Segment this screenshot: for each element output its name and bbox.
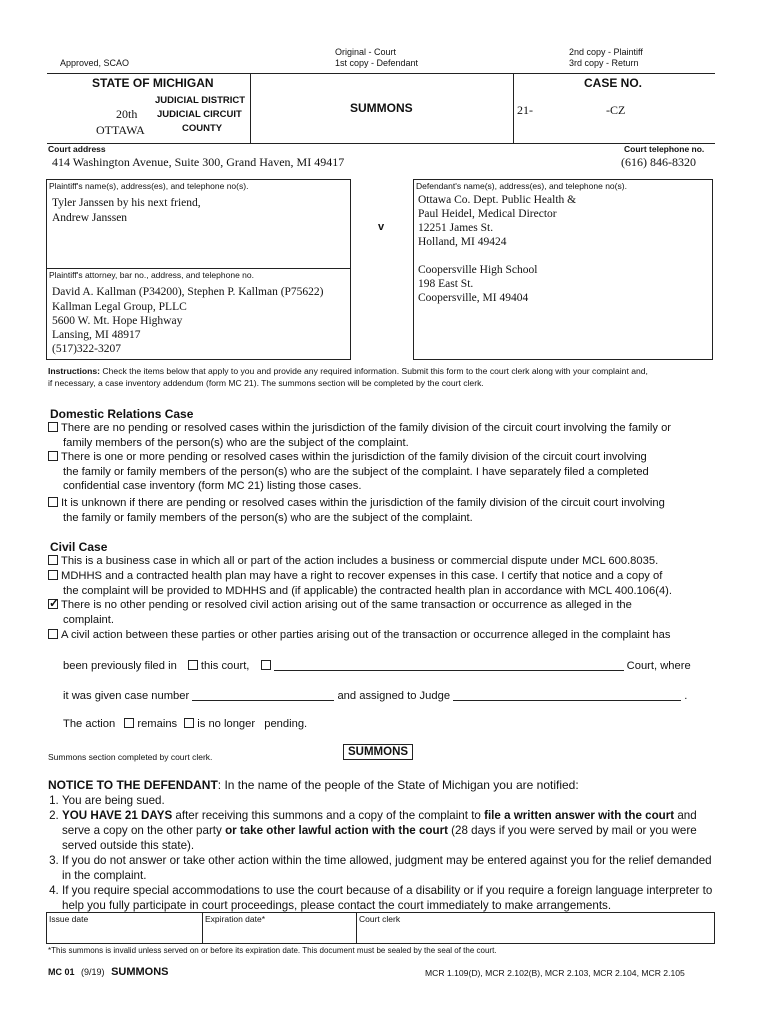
other-court-field[interactable] bbox=[274, 659, 624, 671]
state-name: STATE OF MICHIGAN bbox=[92, 76, 214, 90]
civil-heading: Civil Case bbox=[50, 540, 108, 554]
notice-intro-text: : In the name of the people of the State of Michigan you are notified: bbox=[217, 778, 579, 792]
attorney-line-4: Lansing, MI 48917 bbox=[52, 329, 141, 341]
case-number-label: it was given case number bbox=[63, 690, 190, 702]
copy-return: 3rd copy - Return bbox=[569, 58, 639, 68]
domestic-opt2-text-c: confidential case inventory (form MC 21) listing those cases. bbox=[63, 480, 362, 492]
county-label: COUNTY bbox=[182, 123, 223, 134]
domestic-option-1[interactable] bbox=[48, 421, 728, 450]
summons-section-note: Summons section completed by court clerk. bbox=[48, 752, 213, 762]
civil-opt2-text-b: the complaint will be provided to MDHHS and (if applicable) the contracted health plan in accordance with MCL 400.106(4). bbox=[63, 584, 673, 597]
copy-defendant: 1st copy - Defendant bbox=[335, 58, 419, 68]
header-divider-right bbox=[513, 73, 514, 143]
court-clerk-label[interactable]: Court clerk bbox=[359, 914, 401, 924]
civil-option-4[interactable] bbox=[48, 628, 738, 643]
defendant-line-4: Holland, MI 49424 bbox=[418, 236, 507, 248]
notice-heading: NOTICE TO THE DEFENDANT bbox=[48, 778, 218, 792]
approved-label: Approved, SCAO bbox=[60, 58, 130, 68]
expiration-note: *This summons is invalid unless served on or before its expiration date. This document must be sealed by the seal of the court. bbox=[48, 946, 497, 955]
notice-item-3: 3. If you do not answer or take other action within the time allowed, judgment may be entered against you for the relief demanded in the complaint. bbox=[62, 853, 720, 883]
filed-in-row bbox=[63, 659, 723, 672]
defendant-line-6: 198 East St. bbox=[418, 278, 474, 290]
plaintiff-line-1: Tyler Janssen by his next friend, bbox=[52, 197, 201, 209]
civil-opt3-text-b: complaint. bbox=[63, 613, 114, 626]
domestic-checkbox-1[interactable] bbox=[48, 422, 58, 432]
instructions bbox=[48, 365, 728, 389]
civil-option-2[interactable] bbox=[48, 569, 728, 598]
attorney-line-5: (517)322-3207 bbox=[52, 343, 121, 355]
signature-divider-1 bbox=[202, 912, 203, 944]
attorney-label: Plaintiff's attorney, bar no., address, and telephone no. bbox=[49, 270, 254, 280]
plaintiff-label: Plaintiff's name(s), address(es), and telephone no(s). bbox=[49, 181, 249, 191]
judicial-district-label: JUDICIAL DISTRICT bbox=[155, 95, 246, 106]
case-number-row bbox=[63, 689, 723, 702]
defendant-line-3: 12251 James St. bbox=[418, 222, 494, 234]
defendant-label: Defendant's name(s), address(es), and telephone no(s). bbox=[416, 181, 627, 191]
remains-checkbox[interactable] bbox=[124, 718, 134, 728]
this-court-label: this court, bbox=[200, 660, 250, 672]
copy-plaintiff: 2nd copy - Plaintiff bbox=[569, 47, 643, 57]
notice-item-1: 1. You are being sued. bbox=[62, 793, 720, 808]
filed-in-label: been previously filed in bbox=[63, 660, 177, 672]
attorney-line-1: David A. Kallman (P34200), Stephen P. Kallman (P75622) bbox=[52, 286, 324, 298]
civil-opt2-text-a: MDHHS and a contracted health plan may have a right to recover expenses in this case. I certify that notice and a copy of bbox=[61, 570, 663, 582]
court-address-label: Court address bbox=[48, 144, 106, 154]
assigned-judge-field[interactable] bbox=[453, 689, 681, 701]
versus-label: v bbox=[378, 221, 385, 233]
defendant-line-5: Coopersville High School bbox=[418, 264, 538, 276]
notice-list bbox=[48, 793, 720, 913]
domestic-option-3[interactable] bbox=[48, 496, 728, 525]
civil-opt3-text-a: There is no other pending or resolved civil action arising out of the same transaction or occurrence as alleged in the bbox=[61, 599, 632, 611]
civil-checkbox-1[interactable] bbox=[48, 555, 58, 565]
domestic-opt2-text-a: There is one or more pending or resolved cases within the jurisdiction of the family division of the circuit court involving bbox=[61, 451, 647, 463]
domestic-opt3-text-a: It is unknown if there are pending or resolved cases within the jurisdiction of the family division of the circuit court involving bbox=[61, 497, 665, 509]
remains-label: remains bbox=[137, 718, 178, 730]
civil-checkbox-3[interactable] bbox=[48, 599, 58, 609]
civil-opt4-text: A civil action between these parties or other parties arising out of the transaction or occurrence alleged in the complaint has bbox=[61, 629, 671, 641]
case-prefix: 21- bbox=[517, 103, 533, 117]
no-longer-label: is no longer bbox=[197, 718, 256, 730]
court-where-label: Court, where bbox=[626, 660, 691, 672]
copy-original: Original - Court bbox=[335, 47, 397, 57]
summons-section-title: SUMMONS bbox=[343, 744, 413, 760]
form-id-row bbox=[48, 966, 169, 978]
civil-checkbox-4[interactable] bbox=[48, 629, 58, 639]
attorney-line-3: 5600 W. Mt. Hope Highway bbox=[52, 315, 183, 327]
instructions-text-2: if necessary, a case inventory addendum (form MC 21). The summons section will be completed by the court clerk. bbox=[48, 378, 484, 388]
plaintiff-line-2: Andrew Janssen bbox=[52, 212, 128, 224]
assigned-judge-label: and assigned to Judge bbox=[337, 690, 451, 702]
defendant-line-2: Paul Heidel, Medical Director bbox=[418, 208, 557, 220]
form-title: SUMMONS bbox=[111, 966, 169, 978]
court-phone: (616) 846-8320 bbox=[621, 155, 696, 169]
header-bottom-rule bbox=[47, 143, 715, 144]
doc-title: SUMMONS bbox=[350, 101, 413, 115]
header-divider-left bbox=[250, 73, 251, 143]
expiration-date-label[interactable]: Expiration date* bbox=[205, 914, 266, 924]
court-phone-label: Court telephone no. bbox=[624, 144, 705, 154]
case-suffix: -CZ bbox=[606, 103, 626, 117]
court-address: 414 Washington Avenue, Suite 300, Grand Haven, MI 49417 bbox=[52, 155, 345, 169]
no-longer-checkbox[interactable] bbox=[184, 718, 194, 728]
civil-checkbox-2[interactable] bbox=[48, 570, 58, 580]
instructions-label: Instructions: bbox=[48, 366, 101, 376]
county-name: OTTAWA bbox=[96, 123, 145, 137]
domestic-opt1-text-a: There are no pending or resolved cases within the jurisdiction of the family division of the circuit court involving the family or bbox=[61, 422, 672, 434]
form-id: MC 01 bbox=[48, 967, 75, 977]
defendant-line-1: Ottawa Co. Dept. Public Health & bbox=[418, 194, 577, 206]
notice-item-2: 2. YOU HAVE 21 DAYS after receiving this summons and a copy of the complaint to file a written answer with the court and serve a copy on the other party or take other lawful action with the court (28 days if you were served by mail or you were served outside this state). bbox=[62, 808, 720, 853]
civil-option-1[interactable] bbox=[48, 554, 728, 569]
civil-option-3[interactable] bbox=[48, 598, 728, 627]
notice-intro bbox=[48, 778, 579, 792]
action-label: The action bbox=[63, 718, 116, 730]
other-court-checkbox[interactable] bbox=[261, 660, 271, 670]
district-number: 20th bbox=[116, 107, 138, 121]
domestic-checkbox-2[interactable] bbox=[48, 451, 58, 461]
form-date: (9/19) bbox=[81, 967, 105, 977]
action-status-row bbox=[63, 718, 307, 730]
header-top-rule bbox=[47, 73, 715, 74]
domestic-opt1-text-b: family members of the person(s) who are the subject of the complaint. bbox=[63, 436, 409, 449]
domestic-heading: Domestic Relations Case bbox=[50, 407, 194, 421]
court-rules: MCR 1.109(D), MCR 2.102(B), MCR 2.103, MCR 2.104, MCR 2.105 bbox=[425, 968, 685, 978]
issue-date-label[interactable]: Issue date bbox=[49, 914, 89, 924]
judicial-circuit-label: JUDICIAL CIRCUIT bbox=[157, 109, 242, 120]
domestic-option-2[interactable] bbox=[48, 450, 728, 494]
domestic-checkbox-3[interactable] bbox=[48, 497, 58, 507]
this-court-checkbox[interactable] bbox=[188, 660, 198, 670]
domestic-opt2-text-b: the family or family members of the person(s) who are the subject of the complaint. I have separately filed a completed bbox=[63, 465, 649, 478]
period-mark: . bbox=[684, 690, 688, 702]
pending-label: pending. bbox=[264, 718, 308, 730]
defendant-line-7: Coopersville, MI 49404 bbox=[418, 292, 529, 304]
case-no-label: CASE NO. bbox=[584, 76, 643, 90]
civil-opt1-text: This is a business case in which all or part of the action includes a business or commercial dispute under MCL 600.8035. bbox=[61, 555, 659, 567]
signature-divider-2 bbox=[356, 912, 357, 944]
notice-item-4: 4. If you require special accommodations to use the court because of a disability or if you require a foreign language interpreter to help you fully participate in court proceedings, please contact the court immediately to make arrangements. bbox=[62, 883, 720, 913]
instructions-text-1: Check the items below that apply to you and provide any required information. Submit this form to the court clerk along with your complaint and, bbox=[100, 366, 648, 376]
attorney-line-2: Kallman Legal Group, PLLC bbox=[52, 301, 187, 313]
prior-case-number-field[interactable] bbox=[192, 689, 334, 701]
domestic-opt3-text-b: the family or family members of the person(s) who are the subject of the complaint. bbox=[63, 511, 473, 524]
